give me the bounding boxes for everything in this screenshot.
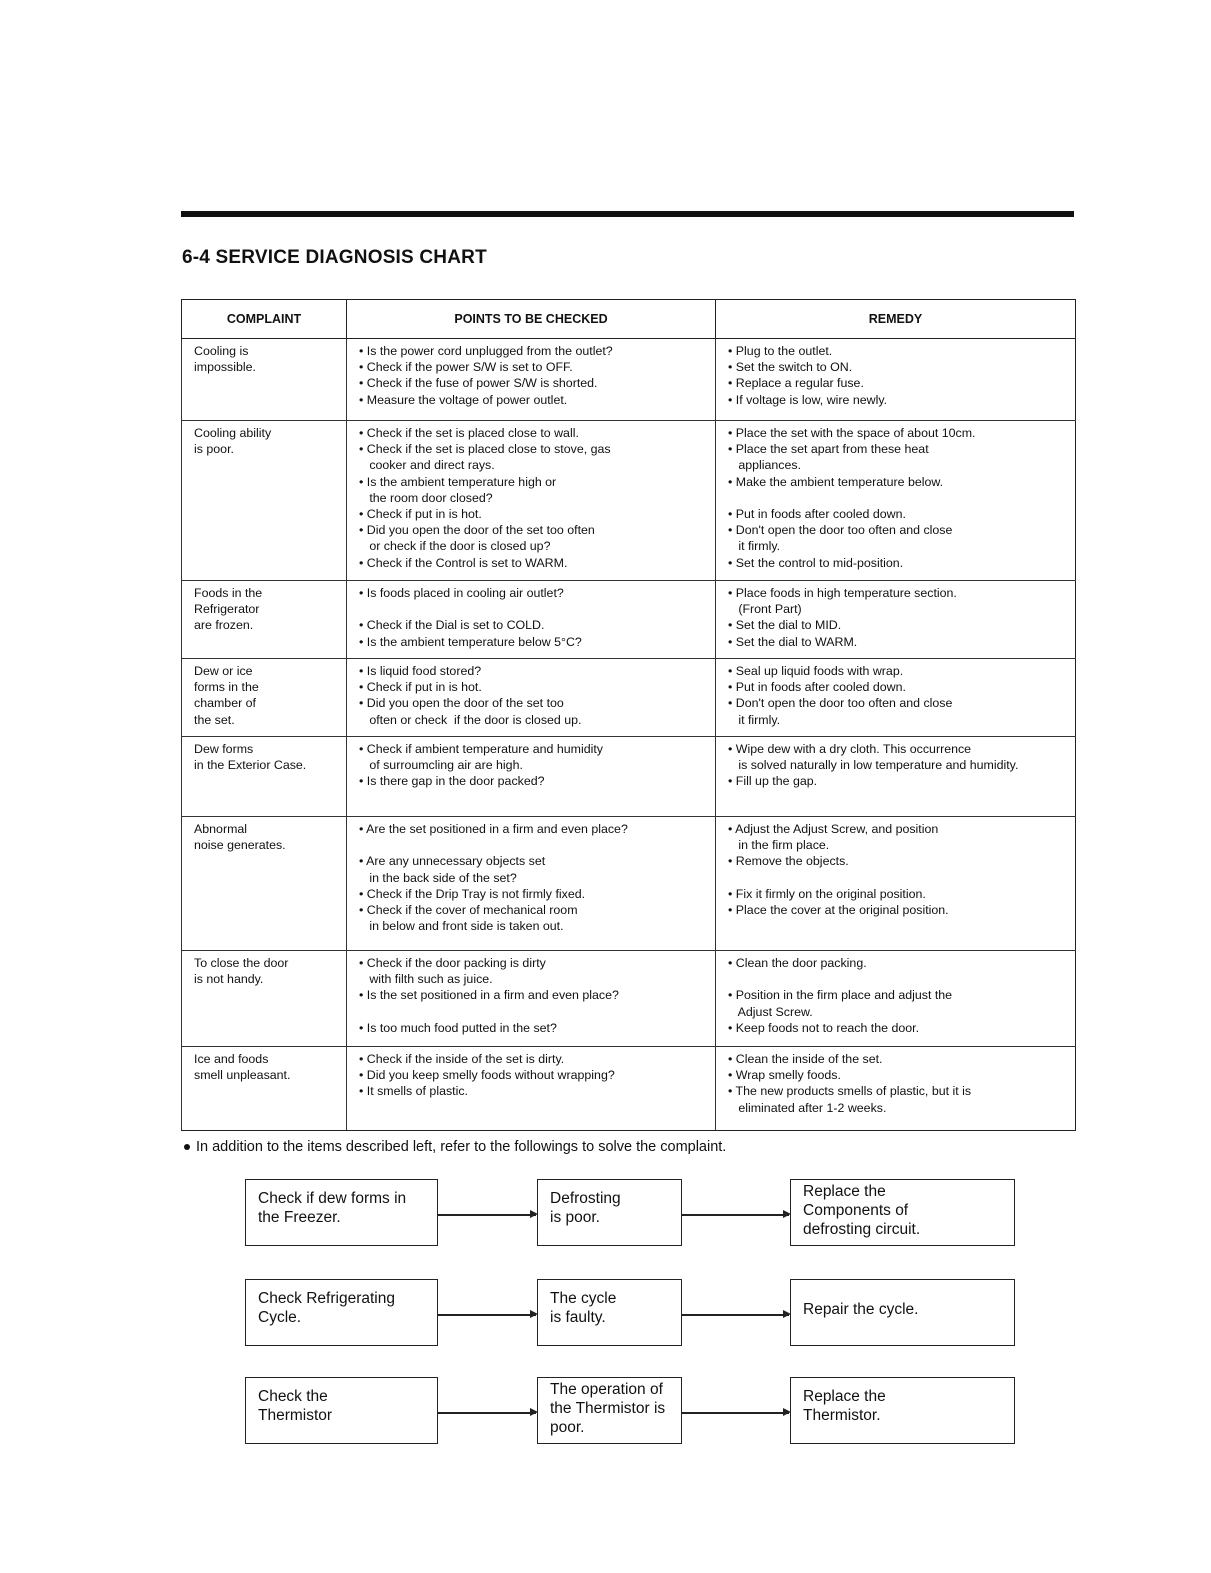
points-cell	[347, 659, 716, 737]
cell-line: impossible.	[194, 360, 256, 375]
check-box	[245, 1279, 438, 1346]
points-cell	[347, 951, 716, 1047]
cell-line: Cooling is	[194, 344, 249, 358]
arrow-right-icon	[682, 1412, 789, 1414]
cell-line: cooker and direct rays.	[359, 458, 495, 473]
complaint-cell	[182, 737, 347, 817]
cell-line: • It smells of plastic.	[359, 1084, 468, 1099]
cell-line: is not handy.	[194, 972, 264, 987]
cell-line: • Is liquid food stored?	[359, 664, 482, 678]
cell-line: the set.	[194, 712, 235, 727]
diagnosis-table	[181, 299, 1076, 1131]
cell-line: • Wrap smelly foods.	[728, 1068, 841, 1083]
points-cell	[347, 581, 716, 659]
complaint-header: COMPLAINT	[182, 300, 347, 339]
cell-line: • Is too much food putted in the set?	[359, 1020, 557, 1035]
cell-line: • Is the set positioned in a firm and even place?	[359, 988, 619, 1003]
cell-line: Ice and foods	[194, 1052, 269, 1066]
cell-line: • Check if the Control is set to WARM.	[359, 555, 568, 570]
cell-line: the room door closed?	[359, 490, 493, 505]
cell-line	[359, 601, 707, 617]
table-row	[182, 951, 1076, 1047]
box-line: the Thermistor is	[550, 1400, 666, 1417]
cell-line: • Position in the firm place and adjust the	[728, 988, 953, 1003]
cell-line: • Set the control to mid-position.	[728, 555, 904, 570]
table-header-row	[182, 300, 1076, 339]
box-line: The operation of	[550, 1381, 663, 1398]
cell-line: in below and front side is taken out.	[359, 919, 564, 934]
cell-line: • Clean the inside of the set.	[728, 1052, 883, 1066]
cell-line: (Front Part)	[728, 602, 802, 617]
box-line: Replace the	[803, 1388, 886, 1405]
cell-line: smell unpleasant.	[194, 1068, 291, 1083]
cell-line: Refrigerator	[194, 602, 260, 617]
cell-line: • Check if ambient temperature and humidity	[359, 742, 604, 756]
remedy-cell	[716, 737, 1076, 817]
cell-line: • Is the ambient temperature below 5°C?	[359, 634, 582, 649]
box-line: defrosting circuit.	[803, 1221, 921, 1238]
cell-line: • Check if the cover of mechanical room	[359, 903, 578, 918]
box-line: poor.	[550, 1419, 585, 1436]
cell-line: • Place foods in high temperature section.	[728, 586, 957, 600]
box-line: Check if dew forms in	[258, 1190, 407, 1207]
cell-line: • Set the switch to ON.	[728, 360, 853, 375]
cell-line: of surroumcling air are high.	[359, 758, 523, 773]
cell-line: • Is the power cord unplugged from the outlet?	[359, 344, 613, 358]
box-line: The cycle	[550, 1290, 617, 1307]
remedy-cell	[716, 339, 1076, 421]
result-box	[537, 1377, 682, 1444]
complaint-cell	[182, 1047, 347, 1131]
page-title: 6-4 SERVICE DIAGNOSIS CHART	[182, 247, 487, 268]
cell-line: in the Exterior Case.	[194, 758, 307, 773]
box-line: Components of	[803, 1202, 909, 1219]
table-row	[182, 737, 1076, 817]
cell-line: • Set the dial to MID.	[728, 618, 842, 633]
cell-line: • Check if the fuse of power S/W is shorted.	[359, 376, 598, 391]
box-line: is poor.	[550, 1209, 600, 1226]
table-row	[182, 659, 1076, 737]
cell-line: • Wipe dew with a dry cloth. This occurrence	[728, 742, 972, 756]
result-box	[537, 1179, 682, 1246]
cell-line	[359, 1004, 707, 1020]
cell-line: • Did you open the door of the set too	[359, 696, 564, 711]
cell-line: Adjust Screw.	[728, 1004, 813, 1019]
cell-line: • Clean the door packing.	[728, 956, 867, 970]
cell-line: it firmly.	[728, 539, 781, 554]
additional-note	[184, 1139, 726, 1155]
cell-line: • Check if the door packing is dirty	[359, 956, 546, 970]
header-rule	[181, 211, 1074, 217]
box-line: Replace the	[803, 1183, 886, 1200]
cell-line: • Keep foods not to reach the door.	[728, 1020, 920, 1035]
arrow-right-icon	[438, 1412, 536, 1414]
cell-line: • Place the cover at the original position.	[728, 903, 949, 918]
table-row	[182, 1047, 1076, 1131]
remedy-cell	[716, 1047, 1076, 1131]
cell-line: Dew forms	[194, 742, 254, 756]
box-line: is faulty.	[550, 1309, 606, 1326]
action-box	[790, 1179, 1015, 1246]
cell-line: To close the door	[194, 956, 289, 970]
result-box	[537, 1279, 682, 1346]
cell-line: • Fill up the gap.	[728, 774, 818, 789]
cell-line: often or check if the door is closed up.	[359, 712, 582, 727]
cell-line: • The new products smells of plastic, but it is	[728, 1084, 972, 1099]
cell-line: • Fix it firmly on the original position.	[728, 886, 926, 901]
cell-line: • Measure the voltage of power outlet.	[359, 392, 568, 407]
cell-line: • Check if the Drip Tray is not firmly fixed.	[359, 886, 586, 901]
cell-line: or check if the door is closed up?	[359, 539, 551, 554]
cell-line: Cooling ability	[194, 426, 272, 440]
remedy-cell	[716, 817, 1076, 951]
cell-line: • Did you open the door of the set too often	[359, 523, 595, 538]
cell-line: • Put in foods after cooled down.	[728, 680, 906, 695]
cell-line: • Set the dial to WARM.	[728, 634, 858, 649]
cell-line: • Don't open the door too often and close	[728, 523, 953, 538]
cell-line	[728, 870, 1067, 886]
table-row	[182, 817, 1076, 951]
cell-line: • Place the set with the space of about 10cm.	[728, 426, 976, 440]
points-cell	[347, 421, 716, 581]
cell-line: • Adjust the Adjust Screw, and position	[728, 822, 939, 836]
remedy-cell	[716, 659, 1076, 737]
complaint-cell	[182, 421, 347, 581]
cell-line: is solved naturally in low temperature and humidity.	[728, 758, 1019, 773]
arrow-right-icon	[682, 1314, 789, 1316]
cell-line: • Place the set apart from these heat	[728, 442, 929, 457]
cell-line: • Check if the power S/W is set to OFF.	[359, 360, 573, 375]
box-line: Thermistor	[258, 1407, 333, 1424]
cell-line: are frozen.	[194, 618, 254, 633]
points-cell	[347, 1047, 716, 1131]
bullet-icon	[184, 1144, 190, 1150]
check-box	[245, 1179, 438, 1246]
cell-line: with filth such as juice.	[359, 972, 493, 987]
note-text: In addition to the items described left, refer to the followings to solve the complaint.	[196, 1139, 727, 1155]
cell-line: • Are any unnecessary objects set	[359, 854, 546, 869]
cell-line: • Remove the objects.	[728, 854, 849, 869]
table-row	[182, 339, 1076, 421]
cell-line: • Is there gap in the door packed?	[359, 774, 545, 789]
cell-line: • Are the set positioned in a firm and even place?	[359, 822, 628, 836]
cell-line: • Is the ambient temperature high or	[359, 474, 557, 489]
cell-line	[359, 837, 707, 853]
cell-line: • Make the ambient temperature below.	[728, 474, 944, 489]
cell-line: noise generates.	[194, 838, 286, 853]
points-header: POINTS TO BE CHECKED	[347, 300, 716, 339]
points-cell	[347, 817, 716, 951]
points-cell	[347, 737, 716, 817]
complaint-cell	[182, 339, 347, 421]
box-line: Cycle.	[258, 1309, 302, 1326]
remedy-header: REMEDY	[716, 300, 1076, 339]
cell-line: • Is foods placed in cooling air outlet?	[359, 586, 564, 600]
arrow-right-icon	[438, 1214, 536, 1216]
cell-line: • Check if the inside of the set is dirty.	[359, 1052, 565, 1066]
box-line: Repair the cycle.	[803, 1301, 919, 1318]
complaint-cell	[182, 817, 347, 951]
points-cell	[347, 339, 716, 421]
complaint-cell	[182, 659, 347, 737]
remedy-cell	[716, 951, 1076, 1047]
complaint-cell	[182, 951, 347, 1047]
cell-line: • Check if put in is hot.	[359, 507, 482, 522]
remedy-cell	[716, 421, 1076, 581]
action-box	[790, 1377, 1015, 1444]
cell-line: appliances.	[728, 458, 802, 473]
cell-line: • Put in foods after cooled down.	[728, 507, 906, 522]
cell-line: forms in the	[194, 680, 259, 695]
arrow-right-icon	[438, 1314, 536, 1316]
cell-line: in the back side of the set?	[359, 870, 517, 885]
cell-line: it firmly.	[728, 712, 781, 727]
cell-line: • Check if the set is placed close to stove, gas	[359, 442, 611, 457]
arrow-right-icon	[682, 1214, 789, 1216]
complaint-cell	[182, 581, 347, 659]
cell-line: Abnormal	[194, 822, 248, 836]
cell-line	[728, 490, 1067, 506]
box-line: Thermistor.	[803, 1407, 881, 1424]
cell-line: • Seal up liquid foods with wrap.	[728, 664, 904, 678]
box-line: Check Refrigerating	[258, 1290, 395, 1307]
action-box	[790, 1279, 1015, 1346]
cell-line: • Check if put in is hot.	[359, 680, 482, 695]
cell-line: Dew or ice	[194, 664, 253, 678]
cell-line: is poor.	[194, 442, 234, 457]
cell-line: • Check if the set is placed close to wall.	[359, 426, 579, 440]
cell-line: • Did you keep smelly foods without wrapping?	[359, 1068, 615, 1083]
box-line: the Freezer.	[258, 1209, 341, 1226]
table-row	[182, 581, 1076, 659]
cell-line: • Plug to the outlet.	[728, 344, 833, 358]
cell-line: • If voltage is low, wire newly.	[728, 392, 888, 407]
cell-line: eliminated after 1-2 weeks.	[728, 1100, 887, 1115]
cell-line: in the firm place.	[728, 838, 830, 853]
box-line: Defrosting	[550, 1190, 621, 1207]
check-box	[245, 1377, 438, 1444]
box-line: Check the	[258, 1388, 328, 1405]
table-row	[182, 421, 1076, 581]
cell-line	[728, 971, 1067, 987]
cell-line: • Don't open the door too often and close	[728, 696, 953, 711]
cell-line: • Replace a regular fuse.	[728, 376, 864, 391]
cell-line: Foods in the	[194, 586, 263, 600]
remedy-cell	[716, 581, 1076, 659]
cell-line: • Check if the Dial is set to COLD.	[359, 618, 545, 633]
cell-line: chamber of	[194, 696, 256, 711]
